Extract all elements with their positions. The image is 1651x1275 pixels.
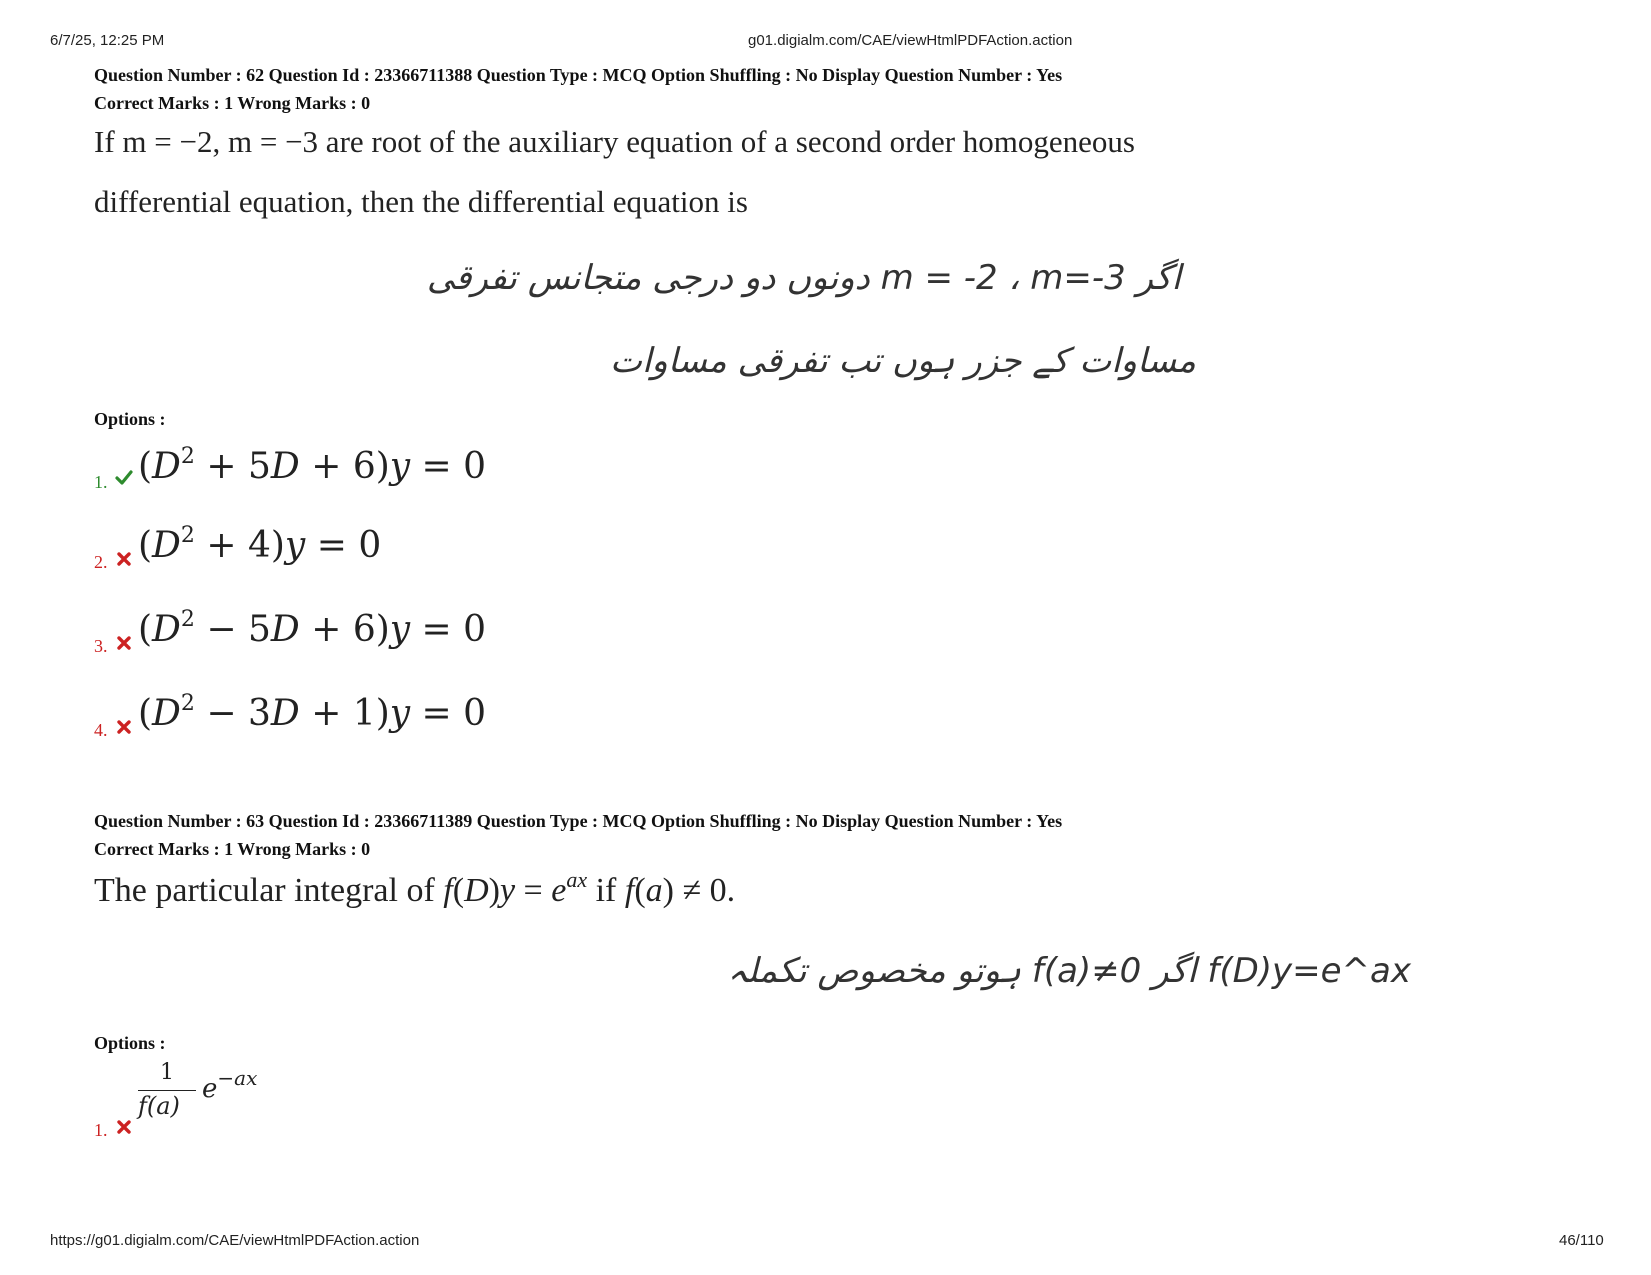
question-63-meta: Question Number : 63 Question Id : 23366711389 Question Type : MCQ Option Shuffling : No Display Question Number : Yes bbox=[94, 811, 1063, 831]
cross-icon bbox=[115, 718, 133, 736]
option-number: 3. bbox=[94, 636, 108, 656]
question-62-text-line2: differential equation, then the differential equation is bbox=[94, 184, 748, 219]
option-number: 2. bbox=[94, 552, 108, 572]
option-formula[interactable]: $(D^2 - 5D + 6)y = 0$ bbox=[138, 607, 487, 650]
cross-icon bbox=[115, 634, 133, 652]
print-datetime: 6/7/25, 12:25 PM bbox=[50, 32, 165, 49]
fraction-bar bbox=[138, 1090, 196, 1091]
fraction-denominator: f(a) bbox=[138, 1092, 180, 1120]
option-number: 1. bbox=[94, 472, 108, 492]
option-formula[interactable]: $(D^2 + 5D + 6)y = 0$ bbox=[138, 444, 487, 487]
question-62-marks: Correct Marks : 1 Wrong Marks : 0 bbox=[94, 93, 371, 113]
question-62-text-line1: If m = −2, m = −3 are root of the auxiliary equation of a second order homogeneous bbox=[94, 124, 1135, 159]
question-63-text: The particular integral of $f(D)y = e^{ax}$ if f(a) ≠ 0. bbox=[94, 867, 736, 909]
option-formula[interactable]: $(D^2 - 3D + 1)y = 0$ bbox=[138, 691, 487, 734]
question-63-options-label: Options : bbox=[94, 1033, 166, 1053]
print-url-footer: https://g01.digialm.com/CAE/viewHtmlPDFAction.action bbox=[50, 1232, 420, 1249]
option-formula[interactable]: $(D^2 + 4)y = 0$ bbox=[138, 523, 382, 566]
page-number: 46/110 bbox=[1559, 1232, 1604, 1249]
question-63-urdu-line1: f(D)y=e^ax اگر f(a)≠0 ہوتو مخصوص تکملہ bbox=[727, 951, 1411, 991]
exponential-term: $e^{-ax}$ bbox=[202, 1066, 258, 1104]
question-62-options-label: Options : bbox=[94, 409, 166, 429]
fraction-numerator: 1 bbox=[160, 1060, 174, 1085]
option-formula[interactable] bbox=[138, 1060, 298, 1140]
option-number: 1. bbox=[94, 1120, 108, 1140]
check-icon bbox=[115, 468, 133, 486]
question-62-urdu-line1: اگر m = -2 ، m=-3 دونوں دو درجی متجانس تفرقی bbox=[426, 258, 1181, 298]
option-number: 4. bbox=[94, 720, 108, 740]
cross-icon bbox=[115, 550, 133, 568]
question-62-urdu-line2: مساوات کے جزر ہوں تب تفرقی مساوات bbox=[609, 341, 1196, 381]
question-62-meta: Question Number : 62 Question Id : 23366711388 Question Type : MCQ Option Shuffling : No Display Question Number : Yes bbox=[94, 65, 1063, 85]
question-63-marks: Correct Marks : 1 Wrong Marks : 0 bbox=[94, 839, 371, 859]
cross-icon bbox=[115, 1118, 133, 1136]
print-url-header: g01.digialm.com/CAE/viewHtmlPDFAction.action bbox=[748, 32, 1073, 49]
